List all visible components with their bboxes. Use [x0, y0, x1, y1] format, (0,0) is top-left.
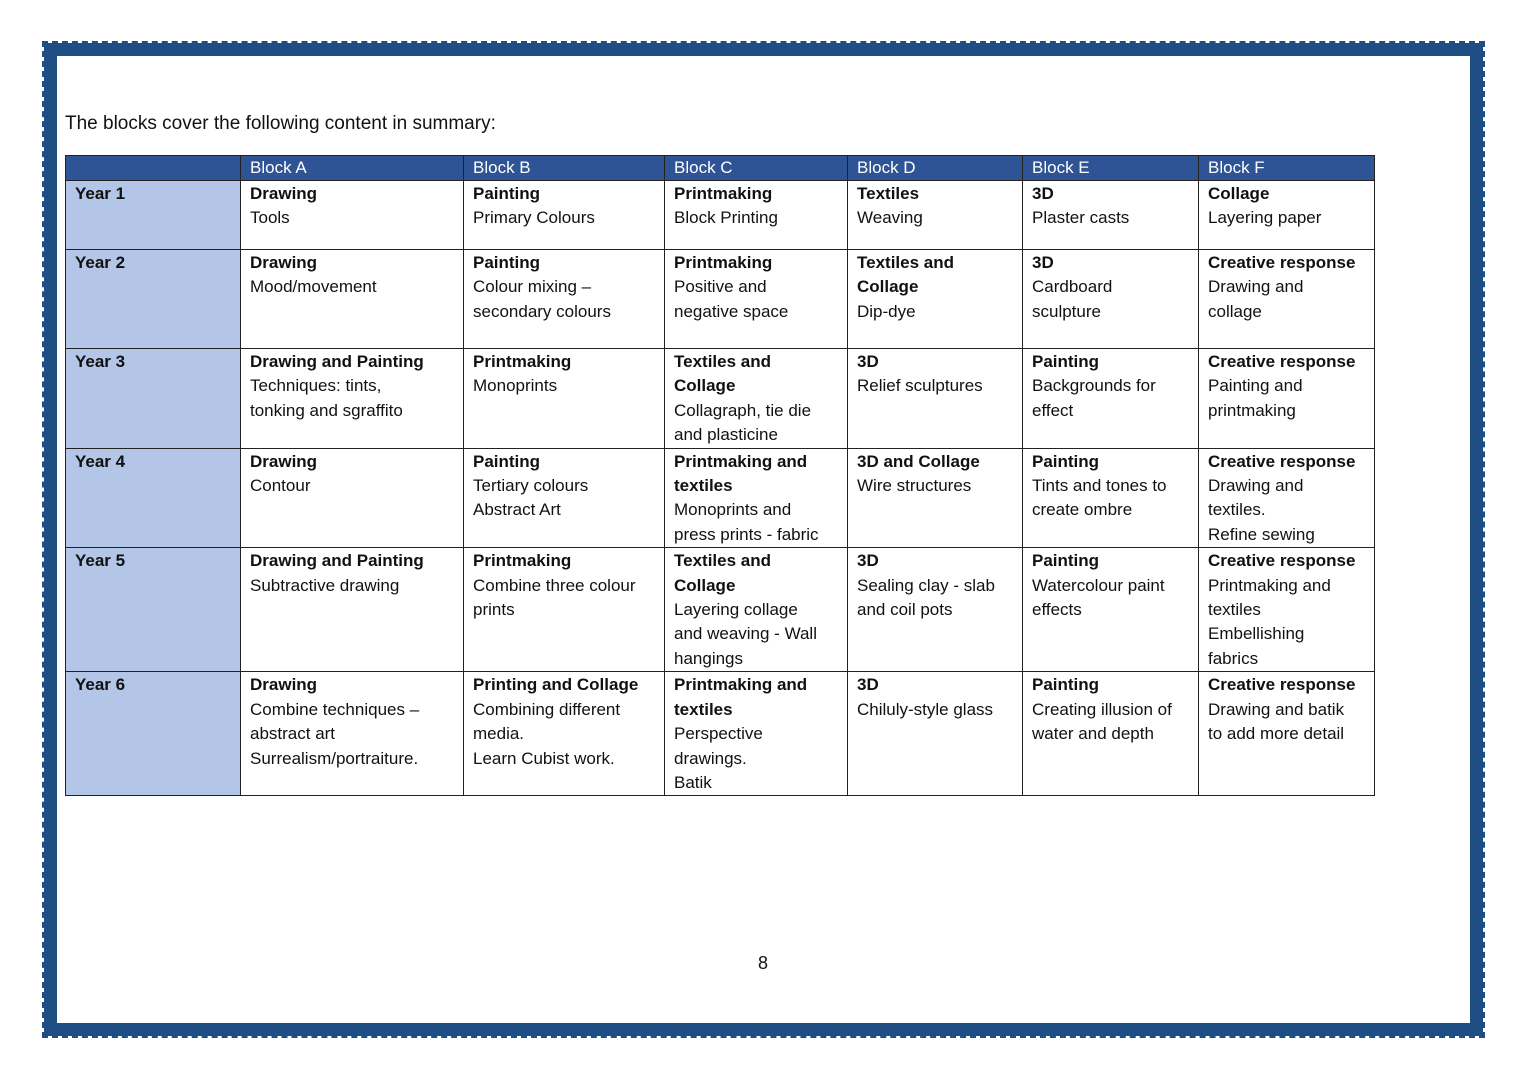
cell-title: 3D	[1032, 184, 1054, 203]
cell-title: Creative response	[1208, 352, 1356, 371]
cell-description: Combine three colour prints	[473, 575, 636, 620]
table-cell	[848, 548, 1023, 672]
cell-title: Painting	[1032, 551, 1100, 571]
cell-title: 3D	[1032, 253, 1054, 272]
cell-title: Printmaking	[674, 184, 773, 203]
cell-title: Creative response	[1208, 253, 1356, 272]
header-block: Block D	[848, 156, 1023, 181]
table-cell	[1199, 672, 1375, 796]
cell-description: Perspective drawings. Batik	[674, 724, 763, 792]
table-row	[66, 349, 1375, 449]
table-cell	[464, 448, 665, 548]
cell-description: Tertiary colours Abstract Art	[473, 476, 589, 520]
table-cell	[464, 181, 665, 250]
table-row	[66, 548, 1375, 672]
table-cell	[665, 349, 848, 449]
cell-description: Block Printing	[674, 208, 778, 228]
table-cell	[848, 349, 1023, 449]
curriculum-table	[65, 155, 1375, 796]
table-cell	[665, 181, 848, 250]
cell-description: Dip-dye	[857, 301, 916, 321]
cell-description: Printmaking and textiles Embellishing fabrics	[1208, 575, 1331, 668]
table-cell	[1199, 548, 1375, 672]
cell-description: Combine techniques – abstract art Surrealism/portraiture.	[250, 699, 420, 768]
cell-title: Drawing	[250, 675, 318, 695]
cell-title: 3D and Collage	[857, 451, 980, 471]
cell-description: Collagraph, tie die and plasticine	[674, 400, 812, 445]
cell-title: Textiles and Collage	[674, 551, 771, 595]
page-number: 8	[758, 953, 769, 973]
cell-title: Printmaking	[473, 551, 572, 571]
cell-description: Monoprints	[473, 376, 558, 396]
cell-title: Painting	[1032, 451, 1100, 471]
table-cell	[1023, 448, 1199, 548]
header-row	[66, 156, 1375, 181]
table-cell	[1023, 672, 1199, 796]
table-cell	[848, 181, 1023, 250]
cell-description: Monoprints and press prints - fabric	[674, 500, 819, 544]
table-cell	[464, 548, 665, 672]
cell-description: Mood/movement	[250, 277, 377, 297]
table-cell	[848, 448, 1023, 548]
table-row	[66, 181, 1375, 250]
cell-title: 3D	[857, 675, 879, 695]
cell-title: Printmaking	[473, 352, 572, 371]
cell-title: Printing and Collage	[473, 675, 639, 695]
table-cell	[1023, 349, 1199, 449]
cell-description: Colour mixing – secondary colours	[473, 277, 611, 321]
cell-description: Plaster casts	[1032, 208, 1130, 228]
table-cell	[464, 250, 665, 349]
header-block: Block A	[241, 156, 464, 181]
table-cell	[1023, 548, 1199, 672]
table-cell	[665, 448, 848, 548]
cell-description: Weaving	[857, 208, 923, 228]
cell-description: Cardboard sculpture	[1032, 277, 1113, 321]
cell-title: Textiles and Collage	[857, 253, 954, 297]
table-cell	[241, 250, 464, 349]
table-row	[66, 672, 1375, 796]
intro-text: The blocks cover the following content in summary:	[65, 113, 496, 134]
header-block: Block C	[665, 156, 848, 181]
cell-description: Primary Colours	[473, 208, 595, 228]
cell-description: Layering paper	[1208, 208, 1322, 228]
cell-description: Drawing and collage	[1208, 277, 1304, 321]
cell-description: Positive and negative space	[674, 277, 789, 321]
cell-description: Creating illusion of water and depth	[1032, 699, 1172, 744]
cell-title: Printmaking	[674, 253, 773, 272]
table-cell	[665, 672, 848, 796]
header-block: Block B	[464, 156, 665, 181]
cell-title: Drawing	[250, 253, 318, 272]
table-cell	[241, 181, 464, 250]
cell-description: Sealing clay - slab and coil pots	[857, 575, 995, 620]
cell-title: Printmaking and textiles	[674, 675, 808, 719]
cell-title: Textiles	[857, 184, 920, 203]
cell-title: 3D	[857, 551, 879, 571]
cell-description: Backgrounds for effect	[1032, 376, 1156, 420]
table-cell	[665, 548, 848, 672]
table-cell	[464, 349, 665, 449]
cell-title: Creative response	[1208, 675, 1356, 695]
cell-description: Contour	[250, 476, 311, 496]
table-cell	[1023, 181, 1199, 250]
year-label: Year 2	[66, 250, 241, 349]
cell-title: Printmaking and textiles	[674, 451, 808, 496]
cell-description: Tints and tones to create ombre	[1032, 476, 1167, 520]
cell-title: Collage	[1208, 184, 1270, 203]
table-cell	[1199, 448, 1375, 548]
cell-title: Painting	[473, 451, 541, 471]
cell-description: Chiluly-style glass	[857, 699, 994, 719]
cell-description: Painting and printmaking	[1208, 376, 1303, 420]
table-cell	[1199, 349, 1375, 449]
header-block: Block E	[1023, 156, 1199, 181]
cell-title: Creative response	[1208, 451, 1356, 471]
cell-title: Drawing and Painting	[250, 352, 424, 371]
cell-description: Techniques: tints, tonking and sgraffito	[250, 376, 403, 420]
table-row	[66, 448, 1375, 548]
cell-title: Creative response	[1208, 551, 1356, 571]
cell-description: Wire structures	[857, 476, 972, 496]
year-label: Year 6	[66, 672, 241, 796]
header-block: Block F	[1199, 156, 1375, 181]
cell-title: Textiles and Collage	[674, 352, 771, 396]
table-cell	[848, 672, 1023, 796]
table-cell	[241, 349, 464, 449]
cell-description: Relief sculptures	[857, 376, 983, 396]
cell-title: Painting	[473, 184, 541, 203]
cell-description: Watercolour paint effects	[1032, 575, 1165, 620]
table-cell	[241, 448, 464, 548]
year-label: Year 4	[66, 448, 241, 548]
year-label: Year 3	[66, 349, 241, 449]
table-cell	[1199, 181, 1375, 250]
cell-description: Drawing and batik to add more detail	[1208, 699, 1345, 744]
cell-title: Drawing and Painting	[250, 551, 424, 571]
cell-title: Painting	[1032, 352, 1100, 371]
table-cell	[1199, 250, 1375, 349]
table-cell	[1023, 250, 1199, 349]
cell-description: Combining different media. Learn Cubist work.	[473, 699, 621, 768]
header-corner	[66, 156, 241, 181]
cell-title: 3D	[857, 352, 879, 371]
cell-description: Subtractive drawing	[250, 575, 400, 595]
table-row	[66, 250, 1375, 349]
table-cell	[848, 250, 1023, 349]
cell-description: Drawing and textiles. Refine sewing	[1208, 476, 1315, 544]
cell-title: Drawing	[250, 451, 318, 471]
cell-description: Layering collage and weaving - Wall hangings	[674, 600, 817, 668]
year-label: Year 5	[66, 548, 241, 672]
table-cell	[241, 672, 464, 796]
table-cell	[464, 672, 665, 796]
year-label: Year 1	[66, 181, 241, 250]
cell-title: Drawing	[250, 184, 318, 203]
table-cell	[241, 548, 464, 672]
cell-title: Painting	[1032, 675, 1100, 695]
cell-title: Painting	[473, 253, 541, 272]
cell-description: Tools	[250, 208, 290, 228]
table-cell	[665, 250, 848, 349]
